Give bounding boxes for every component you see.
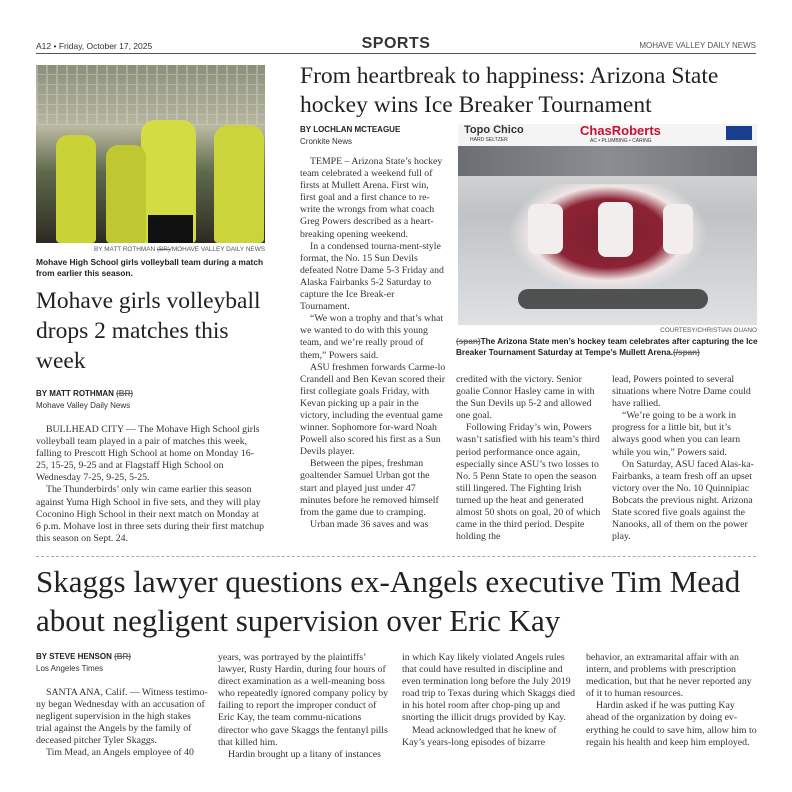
volleyball-source: Mohave Valley Daily News xyxy=(36,401,131,410)
paragraph: Hardin brought up a litany of instances xyxy=(228,748,381,760)
paragraph: years, was portrayed by the plaintiffs’ lawyer, Rusty Hardin, during four hours of direct examination as a well-meaning boss who repeatedly ignored company policy by failing to report the improper conduct of Eric Kay, the team commu-nications director who gave Skaggs the fentanyl pills that killed him. xyxy=(218,652,389,748)
skaggs-column-3 xyxy=(402,652,576,749)
paragraph: Urban made 36 saves and was xyxy=(310,518,429,530)
volleyball-headline: Mohave girls volleyball drops 2 matches this week xyxy=(36,288,261,374)
hockey-column-3 xyxy=(612,374,758,543)
volleyball-photo xyxy=(36,65,265,243)
paragraph: “We’re going to be a work in progress for a little bit, but it’s always good when you can learn while you win,” Powers said. xyxy=(612,410,741,458)
hockey-byline: BY LOCHLAN MCTEAGUE xyxy=(300,125,401,134)
paragraph: behavior, an extramarital affair with an intern, and problems with prescription medication, but that he never reported any of it to human resources. xyxy=(586,652,752,700)
paragraph: Following Friday’s win, Powers wasn’t satisfied with his team’s third period performance once again, especially since ASU’s two losses to No. 5 Penn State to open the season still lingered. The Fighting Irish turned up the heat and generated almost 50 shots on goal, 20 of which came in the third period. Despite holding the xyxy=(456,422,601,543)
paragraph: Mead acknowledged that he knew of Kay’s years-long episodes of bizarre xyxy=(402,724,557,748)
header-rule xyxy=(36,53,756,54)
volleyball-article-body xyxy=(36,424,266,545)
hockey-column-2 xyxy=(456,374,602,543)
skaggs-column-2 xyxy=(218,652,392,761)
paragraph: The Thunderbirds’ only win came earlier this season against Yuma High School in five sets, and they will play Coconino High School in their next match on Monday at 6 p.m. Mohave lost in three sets during their first matchup this season on Sept. 24. xyxy=(36,484,265,544)
paragraph: Tim Mead, an Angels employee of 40 xyxy=(46,747,194,759)
paragraph: In a condensed tourna-ment-style format, the No. 15 Sun Devils defeated Notre Dame 5-3 Friday and Alaska Fairbanks 5-2 Saturday to capture the Ice Break-er Tournament. xyxy=(300,240,444,313)
paragraph: TEMPE – Arizona State’s hockey team celebrated a weekend full of firsts at Mullett Arena. First win, first goal and a first chance to re-write the wrongs from what coach Greg Powers described as a heart-breaking opening weekend. xyxy=(300,156,443,240)
skaggs-column-1 xyxy=(36,687,208,760)
volleyball-photo-credit: BY MATT ROTHMAN (BR)/MOHAVE VALLEY DAILY NEWS xyxy=(94,246,265,253)
paragraph: Between the pipes, freshman goaltender Samuel Urban got the start and played just under 47 minutes before he removed himself from the game due to cramping. xyxy=(300,458,439,518)
publication-name: MOHAVE VALLEY DAILY NEWS xyxy=(639,41,756,50)
paragraph: in which Kay likely violated Angels rules that could have resulted in discipline and even termination long before the July 2019 road trip to Texas during which Skaggs died in his hotel room after chop-ping up and snorting the illicit drugs provided by Kay. xyxy=(402,652,575,724)
paragraph: credited with the victory. Senior goalie Connor Hasley came in with the Sun Devils up 5-2 and allowed one goal. xyxy=(456,374,595,422)
banner-text: ChasRoberts xyxy=(580,124,661,138)
skaggs-byline: BY STEVE HENSON (BR) xyxy=(36,652,131,661)
skaggs-source: Los Angeles Times xyxy=(36,664,104,673)
banner-text: Topo Chico xyxy=(464,124,524,136)
paragraph: Hardin asked if he was putting Kay ahead of the organization by doing ev-erything he could to save him, allow him to regain his health and keep him employed. xyxy=(586,700,757,748)
volleyball-byline: BY MATT ROTHMAN (BR) xyxy=(36,389,134,398)
hockey-photo xyxy=(458,124,757,325)
page-info: A12 • Friday, October 17, 2025 xyxy=(36,41,153,51)
volleyball-photo-caption: Mohave High School girls volleyball team during a match from earlier this season. xyxy=(36,257,264,278)
paragraph: “We won a trophy and that’s what we wanted to do with this young team, and we’re really proud of them,” Powers said. xyxy=(300,313,444,361)
paragraph: On Saturday, ASU faced Alas-ka-Fairbanks, a team fresh off an upset victory over the No. 10 Quinnipiac Bobcats the previous night. Arizona State scored five goals against the Nanooks, all of them on the power play. xyxy=(612,458,754,543)
banner-text: HARD SELTZER xyxy=(470,137,508,143)
section-divider xyxy=(36,556,756,557)
hockey-headline: From heartbreak to happiness: Arizona State hockey wins Ice Breaker Tournament xyxy=(300,63,719,118)
hockey-photo-caption: (span)The Arizona State men’s hockey team celebrates after capturing the Ice Breaker Tournament Saturday at Tempe’s Mullett Arena.(/span) xyxy=(456,337,758,357)
banner-text: AC • PLUMBING • CARING xyxy=(590,138,652,144)
paragraph: ASU freshmen forwards Carme-lo Crandell and Ben Kevan scored their first collegiate goals Friday, with Kevan picking up a pair in the victory, including the eventual game winner. Sophomore for-ward Noah Powell also scored his first as a Sun Devils player. xyxy=(300,361,446,458)
paragraph: BULLHEAD CITY — The Mohave High School girls volleyball team played in a pair of matches this week, falling to Prescott High School at home on Monday 16-25, 15-25, 9-25 and at Flagstaff High School on Wednesday 7-25, 9-25, 5-25. xyxy=(36,424,260,484)
hockey-source: Cronkite News xyxy=(300,137,353,146)
skaggs-column-4 xyxy=(586,652,760,749)
hockey-column-1 xyxy=(300,156,446,531)
paragraph: SANTA ANA, Calif. — Witness testimo-ny began Wednesday with an accusation of negligent supervision in the high stakes trial against the Angels by the family of deceased pitcher Tyler Skaggs. xyxy=(36,687,208,747)
section-title: SPORTS xyxy=(361,35,431,52)
skaggs-headline: Skaggs lawyer questions ex-Angels executive Tim Mead about negligent supervision over Eric Kay xyxy=(36,564,741,638)
paragraph: lead, Powers pointed to several situations where Notre Dame could have rallied. xyxy=(612,374,751,410)
hockey-photo-credit: COURTESY/CHRISTIAN OUANO xyxy=(660,327,757,334)
